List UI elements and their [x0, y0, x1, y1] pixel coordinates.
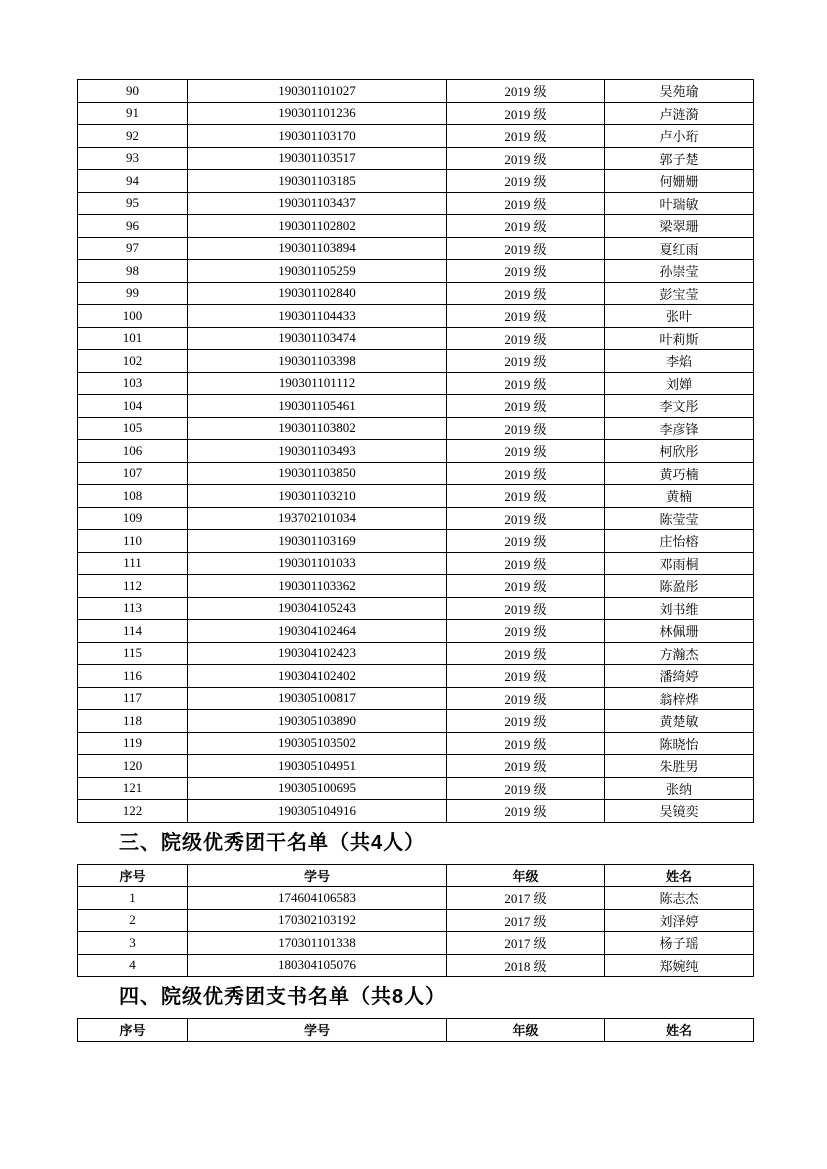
name-cell: 邓雨桐 — [605, 552, 754, 575]
table-row — [78, 462, 754, 485]
table-row — [78, 80, 754, 103]
name-cell: 李焰 — [605, 350, 754, 373]
student-id-cell: 190301101236 — [188, 102, 447, 125]
document-content — [77, 79, 753, 1042]
table-row — [78, 170, 754, 193]
name-cell: 卢小珩 — [605, 125, 754, 148]
serial-cell: 94 — [78, 170, 188, 193]
section-title-cadres: 三、院级优秀团干名单（共4人） — [119, 831, 426, 854]
cadres-body — [78, 887, 754, 977]
serial-cell: 105 — [78, 417, 188, 440]
serial-cell: 119 — [78, 732, 188, 755]
grade-cell: 2019 级 — [447, 282, 605, 305]
serial-cell: 97 — [78, 237, 188, 260]
student-id-cell: 190305100695 — [188, 777, 447, 800]
serial-cell: 108 — [78, 485, 188, 508]
serial-cell: 4 — [78, 954, 188, 977]
name-cell: 何姗姗 — [605, 170, 754, 193]
name-cell: 陈晓怡 — [605, 732, 754, 755]
table-row — [78, 417, 754, 440]
name-cell: 黄楠 — [605, 485, 754, 508]
name-cell: 陈志杰 — [605, 887, 754, 910]
name-cell: 杨子瑶 — [605, 932, 754, 955]
secretaries-table — [77, 1018, 754, 1042]
column-header: 学号 — [188, 864, 447, 887]
grade-cell: 2017 级 — [447, 887, 605, 910]
serial-cell: 112 — [78, 575, 188, 598]
serial-cell: 115 — [78, 642, 188, 665]
name-cell: 刘泽婷 — [605, 909, 754, 932]
secretaries-header — [78, 1019, 754, 1042]
student-id-cell: 190304102464 — [188, 620, 447, 643]
table-row — [78, 327, 754, 350]
student-id-cell: 193702101034 — [188, 507, 447, 530]
table-row — [78, 597, 754, 620]
name-cell: 刘书维 — [605, 597, 754, 620]
name-cell: 黄巧楠 — [605, 462, 754, 485]
grade-cell: 2019 级 — [447, 710, 605, 733]
name-cell: 吴镜奕 — [605, 800, 754, 823]
table-row — [78, 755, 754, 778]
grade-cell: 2019 级 — [447, 260, 605, 283]
student-id-cell: 190301103894 — [188, 237, 447, 260]
student-id-cell: 170301101338 — [188, 932, 447, 955]
table-row — [78, 440, 754, 463]
student-id-cell: 190305104916 — [188, 800, 447, 823]
name-cell: 陈盈彤 — [605, 575, 754, 598]
grade-cell: 2019 级 — [447, 665, 605, 688]
serial-cell: 121 — [78, 777, 188, 800]
table-row — [78, 507, 754, 530]
table-row — [78, 909, 754, 932]
grade-cell: 2019 级 — [447, 642, 605, 665]
grade-cell: 2019 级 — [447, 170, 605, 193]
column-header: 年级 — [447, 864, 605, 887]
table-row — [78, 260, 754, 283]
grade-cell: 2019 级 — [447, 350, 605, 373]
student-id-cell: 190301103802 — [188, 417, 447, 440]
column-header: 姓名 — [605, 1019, 754, 1042]
serial-cell: 122 — [78, 800, 188, 823]
table-row — [78, 305, 754, 328]
student-id-cell: 190305104951 — [188, 755, 447, 778]
grade-cell: 2019 级 — [447, 507, 605, 530]
table-row — [78, 777, 754, 800]
cadres-table — [77, 864, 754, 978]
section-title-secretaries: 四、院级优秀团支书名单（共8人） — [119, 986, 447, 1008]
grade-cell: 2019 级 — [447, 800, 605, 823]
student-id-cell: 190301101027 — [188, 80, 447, 103]
student-id-cell: 190305103502 — [188, 732, 447, 755]
serial-cell: 113 — [78, 597, 188, 620]
grade-cell: 2019 级 — [447, 417, 605, 440]
serial-cell: 99 — [78, 282, 188, 305]
header-row — [78, 864, 754, 887]
serial-cell: 104 — [78, 395, 188, 418]
table-row — [78, 642, 754, 665]
name-cell: 陈莹莹 — [605, 507, 754, 530]
table-row — [78, 395, 754, 418]
serial-cell: 102 — [78, 350, 188, 373]
roster-body — [78, 80, 754, 823]
grade-cell: 2019 级 — [447, 462, 605, 485]
grade-cell: 2019 级 — [447, 777, 605, 800]
grade-cell: 2019 级 — [447, 237, 605, 260]
serial-cell: 96 — [78, 215, 188, 238]
student-id-cell: 180304105076 — [188, 954, 447, 977]
student-id-cell: 190301102802 — [188, 215, 447, 238]
serial-cell: 117 — [78, 687, 188, 710]
table-row — [78, 575, 754, 598]
table-row — [78, 552, 754, 575]
student-id-cell: 190301103517 — [188, 147, 447, 170]
table-row — [78, 485, 754, 508]
name-cell: 林佩珊 — [605, 620, 754, 643]
grade-cell: 2019 级 — [447, 372, 605, 395]
serial-cell: 3 — [78, 932, 188, 955]
serial-cell: 1 — [78, 887, 188, 910]
name-cell: 李文彤 — [605, 395, 754, 418]
grade-cell: 2019 级 — [447, 620, 605, 643]
table-row — [78, 687, 754, 710]
student-id-cell: 190305103890 — [188, 710, 447, 733]
grade-cell: 2019 级 — [447, 125, 605, 148]
serial-cell: 100 — [78, 305, 188, 328]
grade-cell: 2018 级 — [447, 954, 605, 977]
student-id-cell: 190304105243 — [188, 597, 447, 620]
header-row — [78, 1019, 754, 1042]
student-id-cell: 190304102423 — [188, 642, 447, 665]
table-row — [78, 192, 754, 215]
name-cell: 张纳 — [605, 777, 754, 800]
name-cell: 孙崇莹 — [605, 260, 754, 283]
student-id-cell: 170302103192 — [188, 909, 447, 932]
name-cell: 卢涟漪 — [605, 102, 754, 125]
table-row — [78, 530, 754, 553]
name-cell: 刘婵 — [605, 372, 754, 395]
serial-cell: 2 — [78, 909, 188, 932]
serial-cell: 116 — [78, 665, 188, 688]
serial-cell: 98 — [78, 260, 188, 283]
serial-cell: 95 — [78, 192, 188, 215]
name-cell: 方瀚杰 — [605, 642, 754, 665]
grade-cell: 2019 级 — [447, 305, 605, 328]
serial-cell: 90 — [78, 80, 188, 103]
student-id-cell: 190301103437 — [188, 192, 447, 215]
grade-cell: 2017 级 — [447, 909, 605, 932]
grade-cell: 2019 级 — [447, 440, 605, 463]
serial-cell: 92 — [78, 125, 188, 148]
student-id-cell: 190301103185 — [188, 170, 447, 193]
name-cell: 庄怡榕 — [605, 530, 754, 553]
grade-cell: 2019 级 — [447, 552, 605, 575]
table-row — [78, 125, 754, 148]
student-id-cell: 190301104433 — [188, 305, 447, 328]
student-id-cell: 190301105259 — [188, 260, 447, 283]
student-id-cell: 190301103398 — [188, 350, 447, 373]
grade-cell: 2019 级 — [447, 575, 605, 598]
student-id-cell: 190305100817 — [188, 687, 447, 710]
column-header: 年级 — [447, 1019, 605, 1042]
name-cell: 柯欣彤 — [605, 440, 754, 463]
student-id-cell: 190301103210 — [188, 485, 447, 508]
serial-cell: 103 — [78, 372, 188, 395]
grade-cell: 2019 级 — [447, 395, 605, 418]
name-cell: 梁翠珊 — [605, 215, 754, 238]
grade-cell: 2019 级 — [447, 327, 605, 350]
student-id-cell: 190301103169 — [188, 530, 447, 553]
serial-cell: 91 — [78, 102, 188, 125]
grade-cell: 2019 级 — [447, 215, 605, 238]
student-id-cell: 190301101033 — [188, 552, 447, 575]
name-cell: 郭子楚 — [605, 147, 754, 170]
table-row — [78, 665, 754, 688]
student-id-cell: 190301103850 — [188, 462, 447, 485]
table-row — [78, 887, 754, 910]
student-id-cell: 190301103474 — [188, 327, 447, 350]
student-id-cell: 190301103362 — [188, 575, 447, 598]
column-header: 序号 — [78, 1019, 188, 1042]
grade-cell: 2019 级 — [447, 147, 605, 170]
student-id-cell: 190301101112 — [188, 372, 447, 395]
serial-cell: 120 — [78, 755, 188, 778]
student-id-cell: 190301103493 — [188, 440, 447, 463]
grade-cell: 2019 级 — [447, 102, 605, 125]
grade-cell: 2019 级 — [447, 192, 605, 215]
roster-table-continued — [77, 79, 754, 823]
grade-cell: 2019 级 — [447, 687, 605, 710]
table-row — [78, 282, 754, 305]
column-header: 姓名 — [605, 864, 754, 887]
student-id-cell: 190304102402 — [188, 665, 447, 688]
table-row — [78, 237, 754, 260]
table-row — [78, 102, 754, 125]
student-id-cell: 190301105461 — [188, 395, 447, 418]
name-cell: 翁梓烨 — [605, 687, 754, 710]
name-cell: 李彦锋 — [605, 417, 754, 440]
name-cell: 叶莉斯 — [605, 327, 754, 350]
column-header: 序号 — [78, 864, 188, 887]
table-row — [78, 932, 754, 955]
column-header: 学号 — [188, 1019, 447, 1042]
name-cell: 张叶 — [605, 305, 754, 328]
grade-cell: 2019 级 — [447, 80, 605, 103]
serial-cell: 110 — [78, 530, 188, 553]
grade-cell: 2019 级 — [447, 755, 605, 778]
name-cell: 黄楚敏 — [605, 710, 754, 733]
serial-cell: 114 — [78, 620, 188, 643]
serial-cell: 101 — [78, 327, 188, 350]
serial-cell: 107 — [78, 462, 188, 485]
serial-cell: 118 — [78, 710, 188, 733]
student-id-cell: 190301103170 — [188, 125, 447, 148]
table-row — [78, 372, 754, 395]
name-cell: 彭宝莹 — [605, 282, 754, 305]
grade-cell: 2019 级 — [447, 732, 605, 755]
serial-cell: 93 — [78, 147, 188, 170]
table-row — [78, 350, 754, 373]
cadres-header — [78, 864, 754, 887]
serial-cell: 111 — [78, 552, 188, 575]
name-cell: 夏红雨 — [605, 237, 754, 260]
name-cell: 吴苑瑜 — [605, 80, 754, 103]
table-row — [78, 215, 754, 238]
table-row — [78, 147, 754, 170]
table-row — [78, 800, 754, 823]
student-id-cell: 174604106583 — [188, 887, 447, 910]
name-cell: 叶瑞敏 — [605, 192, 754, 215]
name-cell: 郑婉纯 — [605, 954, 754, 977]
student-id-cell: 190301102840 — [188, 282, 447, 305]
grade-cell: 2019 级 — [447, 597, 605, 620]
serial-cell: 109 — [78, 507, 188, 530]
grade-cell: 2019 级 — [447, 485, 605, 508]
name-cell: 潘绮婷 — [605, 665, 754, 688]
grade-cell: 2019 级 — [447, 530, 605, 553]
table-row — [78, 732, 754, 755]
table-row — [78, 710, 754, 733]
table-row — [78, 954, 754, 977]
name-cell: 朱胜男 — [605, 755, 754, 778]
serial-cell: 106 — [78, 440, 188, 463]
grade-cell: 2017 级 — [447, 932, 605, 955]
table-row — [78, 620, 754, 643]
